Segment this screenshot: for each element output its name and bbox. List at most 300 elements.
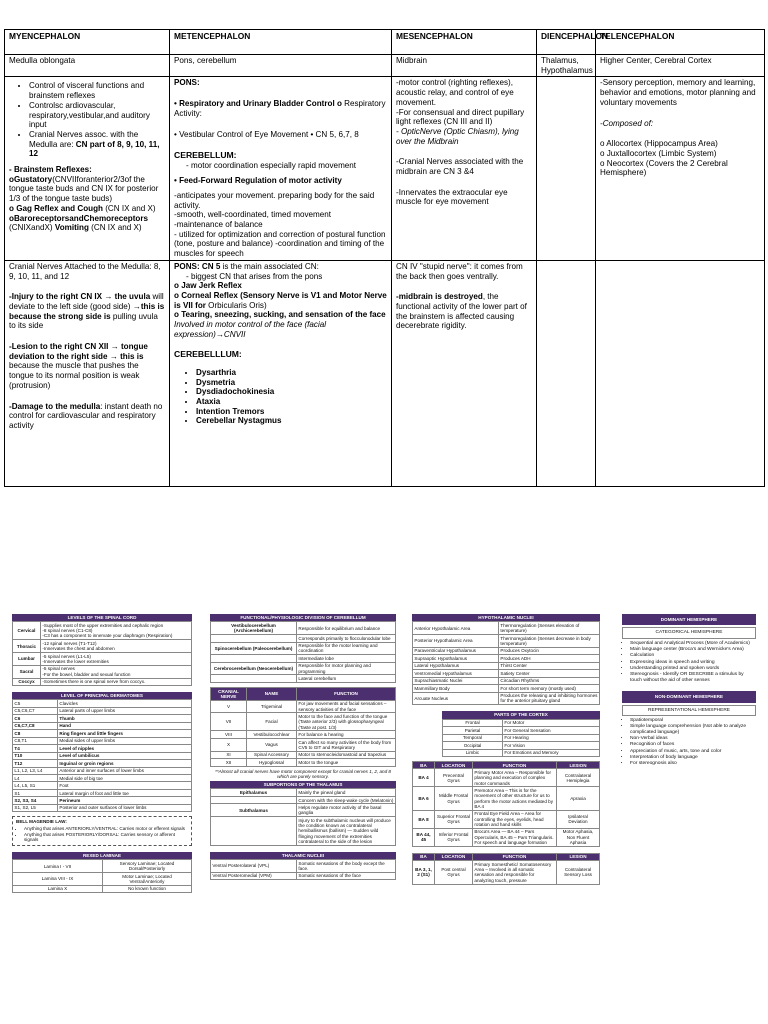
dermatome-row-cell: C6,C7,C8	[13, 722, 58, 729]
midbrain-clinical	[392, 260, 537, 486]
cerebellar-sign: • Ataxia	[196, 397, 387, 407]
dermatome-row-cell: Thumb	[58, 715, 192, 722]
hypothalamic-row-cell: Thermoregulation (Senses decrease in body temperature)	[499, 635, 600, 648]
cortex-part-row-cell: For Hearing	[503, 734, 600, 741]
rexed-table	[12, 859, 192, 893]
hypothalamic-row-cell: Circadian Rhythms	[499, 677, 600, 684]
cerebellum-division-row-cell: Responsible for the motor learning and coordination	[297, 642, 396, 655]
involved-text: Involved in motor control of the face (facial expression)→CNVII	[174, 320, 327, 339]
hypothalamic-row	[413, 662, 600, 669]
hypothalamic-table	[412, 621, 600, 705]
dermatome-row-cell: Ring fingers and little fingers	[58, 730, 192, 737]
brodmann-row-cell: Precentral Gyrus	[435, 769, 473, 787]
brodmann-row-cell: Apraxia	[557, 787, 600, 810]
hemisphere-sheet	[622, 614, 756, 768]
brodmann-row-cell: Contralateral Hemiplegia	[557, 769, 600, 787]
cerebellum-division-row	[211, 622, 396, 635]
brodmann-row-cell: Ipsilateral Deviation	[557, 810, 600, 828]
brodmann-row	[413, 769, 600, 787]
gustatory-text: oGustatory(CNVIIforanterior2/3of the tongue taste buds and CN IX for posterior 1/3 of the tongue taste buds)	[9, 174, 159, 204]
hypothalamic-row-cell: Produces ADH	[499, 655, 600, 662]
metencephalon-functions	[170, 77, 392, 260]
cerebellar-sign: • Dysmetria	[196, 378, 387, 388]
spinal-level-row	[13, 665, 192, 678]
hypothalamic-title: HYPOTHALAMIC NUCLEI	[412, 614, 600, 621]
cerebellum-heading: CEREBELLUM:	[174, 150, 237, 161]
cerebellar-sign: • Dysdiadochokinesia	[196, 387, 387, 397]
cerebellum-division-row-cell	[211, 635, 297, 642]
hypothalamic-row-cell: Ventromedial Hypothalamus	[413, 670, 499, 677]
non-dominant-item: • Recognition of faces	[630, 742, 756, 748]
cerebellum-division-table	[210, 621, 396, 683]
thalamus-subportion-row-cell: Concern with the sleep-wake cycle (Melatonin)	[297, 796, 396, 803]
brodmann-row-cell: Middle Frontal Gyrus	[435, 787, 473, 810]
non-dominant-item: • Simple language comprehension (Not able to analyze complicated language)	[630, 724, 756, 735]
dermatome-row-cell: L4	[13, 775, 58, 782]
telencephalon-clinical	[596, 260, 765, 486]
cortex-part-row-cell: Frontal	[443, 719, 503, 726]
thalamic-nucleus-row	[211, 860, 396, 873]
thalamus-subportion-row-cell: Epithalamus	[211, 789, 297, 796]
thalamus-subportion-row-cell: Mainly the pineal gland	[297, 789, 396, 796]
cranial-nerve-row	[211, 738, 396, 751]
balance-text: -maintenance of balance	[174, 220, 263, 230]
brodmann-sensory-row-cell: BA 3, 1, 2 (S1)	[413, 861, 435, 884]
uvula-text: -Injury to the right CN IX → the uvula will deviate to the left side (good side) →this is because the strong side is pulling uvula to its side	[9, 292, 165, 331]
spinal-level-row-cell: Thoracic	[13, 640, 41, 653]
dermatome-row-cell: T12	[13, 760, 58, 767]
brodmann-row-cell: BA 8	[413, 810, 435, 828]
hypothalamic-row-cell: Anterior Hypothalamic Area	[413, 622, 499, 635]
cerebellum-division-row	[211, 655, 396, 662]
clinical-row	[5, 260, 765, 486]
rexed-row	[13, 885, 192, 892]
feed-forward-heading: • Feed-Forward Regulation of motor activity	[174, 176, 342, 186]
rexed-row-cell: Lamina VIII - IX	[13, 873, 103, 886]
dermatome-row-cell: Level of nipples	[58, 745, 192, 752]
brodmann-row	[413, 810, 600, 828]
brodmann-header-cell: BA	[413, 761, 435, 768]
cerebellum-division-row	[211, 662, 396, 675]
cranial-nerve-table	[210, 687, 396, 767]
dominant-item: • Stereognosis - Identify OR DESCRIBE a stimulus by touch without the aid of other senses	[630, 672, 756, 683]
dermatome-row	[13, 707, 192, 714]
brodmann-sensory-header-cell: LESION	[557, 853, 600, 860]
cerebellum-division-row	[211, 635, 396, 642]
cerebellum-division-row-cell: Corresponds primarily to flocculonodular lobe	[297, 635, 396, 642]
cortex-part-row	[443, 742, 600, 749]
neuro-notes-table	[4, 29, 765, 487]
dominant-list	[622, 641, 756, 683]
hypothalamic-row-cell: Paraventricular Hypothalamus	[413, 647, 499, 654]
telencephalon-para: -Sensory perception, memory and learning, behavior and emotions, motor planning and voluntary movements	[600, 78, 756, 107]
cranial-nerve-row-cell: For balance & hearing	[297, 731, 396, 738]
midbrain-para: -Cranial Nerves associated with the midbrain are CN 3 &4	[396, 157, 524, 177]
rexed-row-cell: Sensory Laminae; Located Dorsal/Posteriorly	[103, 860, 192, 873]
vestibular-text: • Vestibular Control of Eye Movement • CN 5, 6,7, 8	[174, 129, 359, 139]
brodmann-row-cell: BA 44, 45	[413, 828, 435, 846]
spinal-level-row-cell: -Supplies most of the upper extremities and cephalic region -8 spinal nerves (C1-C8) -C3 has a component to innervate your diaphragm (Respiration)	[41, 622, 192, 640]
dermatome-row	[13, 715, 192, 722]
thalamic-nucleus-row-cell: Somatic sensations of the face	[297, 872, 396, 879]
hypothalamic-row-cell: Posterior Hypothalamic Area	[413, 635, 499, 648]
spinal-level-row-cell: Sacral	[13, 665, 41, 678]
hypothalamic-row	[413, 655, 600, 662]
hypothalamic-row	[413, 635, 600, 648]
cortex-part-row	[443, 734, 600, 741]
cerebellar-sign: • Dysarthria	[196, 368, 387, 378]
cortex-part-row-cell: Parietal	[443, 727, 503, 734]
dermatome-row-cell: Lateral margin of foot and little toe	[58, 789, 192, 796]
header-row	[5, 30, 765, 55]
dermatome-row	[13, 737, 192, 744]
cranial-nerve-row-cell: X	[211, 738, 247, 751]
cranial-nerve-row-cell: Facial	[247, 713, 297, 731]
cranial-nerve-row-cell: VII	[211, 713, 247, 731]
bell-magendie-item: • Anything that arises POSTERIORLY/DORSAL: Carries sensory or afferent signals	[24, 832, 188, 843]
thalamus-subportion-row-cell	[211, 817, 297, 846]
thalamus-subportion-row	[211, 804, 396, 817]
brodmann-row-cell: Superior Frontal Gyrus	[435, 810, 473, 828]
rexed-row-cell: Lamina X	[13, 885, 103, 892]
respiratory-text: • Respiratory and Urinary Bladder Control o Respiratory Activity:	[174, 99, 386, 118]
header-telencephalon: TELENCEPHALON	[596, 30, 765, 55]
hypothalamic-row-cell: Mammillary Body	[413, 685, 499, 692]
cortex-sheet	[412, 614, 600, 885]
cranial-nerve-row-cell: VIII	[211, 731, 247, 738]
header-metencephalon: METENCEPHALON	[170, 30, 392, 55]
cranial-nerve-row-cell: V	[211, 700, 247, 713]
cranial-nerve-row	[211, 759, 396, 766]
structure-pons: Pons, cerebellum	[170, 55, 392, 77]
cranial-nerve-row-cell: Trigeminal	[247, 700, 297, 713]
brodmann-sensory-row-cell: Post central Gyrus	[435, 861, 473, 884]
dermatome-row-cell: Medial sides of upper limbs	[58, 737, 192, 744]
dermatome-row-cell: S1, S2, L5	[13, 804, 58, 811]
cortex-part-row-cell: Temporal	[443, 734, 503, 741]
dermatome-row-cell: Perineum	[58, 797, 192, 804]
dermatome-row-cell: C8	[13, 730, 58, 737]
cortex-part-row-cell: For Motor	[503, 719, 600, 726]
tongue-text: -Lesion to the right CN XII → tongue deviation to the right side → this is because the muscle that pushes the tongue to its normal position is weak (protrusion)	[9, 342, 148, 390]
brodmann-sensory-header-cell: FUNCTION	[473, 853, 557, 860]
telencephalon-functions	[596, 77, 765, 260]
structure-thalamus: Thalamus, Hypothalamus	[537, 55, 596, 77]
spinal-level-row-cell: Coccyx	[13, 678, 41, 685]
brodmann-row-cell: BA 4	[413, 769, 435, 787]
spinal-level-row	[13, 622, 192, 640]
thalamic-nucleus-row-cell: Ventral Posterolateral (VPL)	[211, 860, 297, 873]
dermatome-row-cell: T4	[13, 745, 58, 752]
hypothalamic-row	[413, 677, 600, 684]
dermatome-row	[13, 767, 192, 774]
brodmann-sensory-header-cell: BA	[413, 853, 435, 860]
medulla-bullet: • Cranial Nerves assoc. with the Medulla are: CN part of 8, 9, 10, 11, 12	[29, 130, 165, 159]
structure-medulla: Medulla oblongata	[5, 55, 170, 77]
thalamus-subportion-row-cell: Subthalamus	[211, 804, 297, 817]
cerebellum-division-row-cell: Responsible for equilibrium and balance	[297, 622, 396, 635]
dermatome-row-cell: Posterior and outer surfaces of lower limbs	[58, 804, 192, 811]
header-myelencephalon: MYENCEPHALON	[5, 30, 170, 55]
hypothalamic-row	[413, 670, 600, 677]
medulla-damage-text: -Damage to the medulla: instant death no control for cardiovascular and respiratory activity	[9, 401, 163, 430]
dominant-subtitle: CATEGORICAL HEMISPHERE	[622, 627, 756, 639]
anticipates-text: -anticipates your movement. preparing body for the said activity.	[174, 190, 375, 210]
dermatome-row	[13, 700, 192, 707]
midbrain-para: - OpticNerve (Optic Chiasm), lying over the Midbrain	[396, 126, 519, 146]
cerebellum-division-row-cell: Vestibulocerebellum (Archicerebellum)	[211, 622, 297, 635]
hypothalamic-row	[413, 622, 600, 635]
thalamus-subportion-row-cell: Helps regulate motor activity of the basal ganglia	[297, 804, 396, 817]
biggest-cn: - biggest CN that arises from the pons	[186, 272, 387, 282]
cranial-nerve-row-cell: Can affect so many activities of the body from CV5 to GIT and Respiratory	[297, 738, 396, 751]
spinal-levels-table	[12, 621, 192, 686]
hypothalamic-row-cell: Thirst Center	[499, 662, 600, 669]
cn4-text: CN IV "stupid nerve": it comes from the back then goes ventrally.	[396, 261, 523, 281]
non-dominant-title: NON-DOMINANT HEMISPHERE	[622, 691, 756, 702]
thalamic-nuclei-title: THALAMIC NUCLEI	[210, 852, 396, 859]
cerebellum-division-row	[211, 675, 396, 682]
dermatome-row-cell: T10	[13, 752, 58, 759]
spinal-level-row-cell: Lumbar	[13, 653, 41, 666]
cranial-nerve-row-cell: Vagus	[247, 738, 297, 751]
dermatome-row	[13, 760, 192, 767]
cortex-part-row-cell: Limbic	[443, 749, 503, 756]
cn-attached-text: Cranial Nerves Attached to the Medulla: 8, 9, 10, 11, and 12	[9, 261, 161, 281]
medulla-bullet: • Controlsc ardiovascular, respiratory,vestibular,and auditory input	[29, 101, 165, 130]
dermatome-row-cell: L1, L2, L3, L4	[13, 767, 58, 774]
cerebellum-division-row-cell: Spinocerebellum (Paleocerebellum)	[211, 642, 297, 655]
pons-cn5-text: PONS: CN 5 is the main associated CN:	[174, 261, 319, 271]
dermatome-row	[13, 797, 192, 804]
midbrain-functions	[392, 77, 537, 260]
medulla-bullet: • Control of visceral functions and brainstem reflexes	[29, 81, 165, 100]
dermatome-row-cell: C5,C6,C7	[13, 707, 58, 714]
brodmann-row	[413, 787, 600, 810]
cortex-part-row-cell: For Vision	[503, 742, 600, 749]
rexed-title: REXED LAMINAE	[12, 852, 192, 859]
header-diencephalon: DIENCEPHALON	[537, 30, 596, 55]
thalamic-nuclei-table	[210, 859, 396, 880]
cranial-nerve-row	[211, 751, 396, 758]
thalamus-subportions-table	[210, 788, 396, 845]
midbrain-destroyed-text: -midbrain is destroyed, the functional activity of the lower part of the brainstem is affected causing decerebrate rigidity.	[396, 292, 527, 331]
spinal-level-row-cell: -Sometimes there is one spinal nerve from coccyx.	[41, 678, 192, 685]
non-dominant-item: • For stereognosis also	[630, 761, 756, 767]
brodmann-row-cell: Broca's Area — BA 44 – Pars Opercularis, BA 45 – Pars Triangularis. For speech and language formation	[473, 828, 557, 846]
pons-heading: PONS:	[174, 78, 200, 88]
midbrain-para: -Innervates the extraocular eye muscle for eye movement	[396, 187, 508, 207]
brodmann-header-cell: LESION	[557, 761, 600, 768]
dominant-item: • Calculation	[630, 653, 756, 659]
cranial-nerve-row-cell: Hypoglossal	[247, 759, 297, 766]
brodmann-header-cell: LOCATION	[435, 761, 473, 768]
brodmann-row	[413, 828, 600, 846]
brodmann-header-cell: FUNCTION	[473, 761, 557, 768]
brodmann-row-cell: BA 6	[413, 787, 435, 810]
brodmann-sensory-row	[413, 861, 600, 884]
cerebellum-division-row-cell: Lateral cerebellum	[297, 675, 396, 682]
cranial-nerve-row-cell: XII	[211, 759, 247, 766]
cerebellar-sign: • Intention Tremors	[196, 407, 387, 417]
cerebellar-sign: • Cerebellar Nystagmus	[196, 416, 387, 426]
dermatome-row	[13, 730, 192, 737]
neocortex: o Neocortex (Covers the 2 Cerebral Hemisphere)	[600, 158, 728, 178]
dermatome-row-cell: Hand	[58, 722, 192, 729]
bell-magendie-box	[12, 816, 192, 846]
hypothalamic-row	[413, 685, 600, 692]
bell-magendie-title: BELL MAGENDIE LAW:	[16, 819, 67, 825]
medulla-functions	[5, 77, 170, 260]
dermatome-row-cell: Anterior and inner surfaces of lower limbs	[58, 767, 192, 774]
brodmann-sensory-row-cell: Contralateral Sensory Loss	[557, 861, 600, 884]
juxtallocortex: o Juxtallocortex (Limbic System)	[600, 148, 717, 158]
spinal-level-row-cell: Cervical	[13, 622, 41, 640]
brodmann-header	[413, 761, 600, 768]
cortex-part-row-cell: For General Sensation	[503, 727, 600, 734]
non-dominant-item: • Interpretation of body language	[630, 755, 756, 761]
dermatome-row-cell: Foot	[58, 782, 192, 789]
dermatome-row	[13, 782, 192, 789]
cranial-nerve-row-cell: Motor to sternocleidomastoid and trapezius	[297, 751, 396, 758]
brodmann-sensory-row-cell: Primary Somesthetic/ Somatosensory Area – Involved in all somatic sensation and responsible for analyzing touch, pressure	[473, 861, 557, 884]
thalamus-subportion-row-cell	[211, 796, 297, 803]
non-dominant-item: • Appreciation of music, arts, tone and color	[630, 749, 756, 755]
allocortex: o Allocortex (Hippocampus Area)	[600, 139, 718, 149]
cranial-nerve-row-cell: Motor to the face and function of the tongue (Taste anterior 2/3) with glossopharyngeal (Taste at post. 1/3)	[297, 713, 396, 731]
thalamus-subportion-row-cell: Injury to the subthalamic nucleus will produce the condition known as contralateral hemiballismus (ballism) — Sudden wild flinging movement of the extremities contralateral to the side of the lesion	[297, 817, 396, 846]
brodmann-row-cell: Premotor Area – This is for the movement of other structure for us to perform the motor actions mediated by BA 4	[473, 787, 557, 810]
dominant-title: DOMINANT HEMISPHERE	[622, 614, 756, 625]
cerebellum-division-row-cell: Cerebrocerebellum (Neocerebellum)	[211, 662, 297, 675]
hypothalamic-row-cell: Suprachiasmatic Nuclei	[413, 677, 499, 684]
cranial-nerve-note: **Almost all cranial nerves have motor component except for cranial nerves 1, 2, and 8 which are purely sensory.	[215, 768, 391, 779]
dermatome-row	[13, 775, 192, 782]
cranial-nerve-row-cell: XI	[211, 751, 247, 758]
dermatome-row	[13, 722, 192, 729]
cerebellum-division-row-cell	[211, 675, 297, 682]
brodmann-table	[412, 761, 600, 847]
header-mesencephalon: MESENCEPHALON	[392, 30, 537, 55]
hypothalamic-row	[413, 647, 600, 654]
cerebellum-division-row	[211, 642, 396, 655]
dermatome-row-cell: Inguinal or groin regions	[58, 760, 192, 767]
bell-magendie-item: • Anything that arises ANTERIORLY/VENTRAL: Carries motor or efferent signals	[24, 826, 188, 831]
rexed-row	[13, 860, 192, 873]
cranial-nerve-row-cell: Spinal Accessory	[247, 751, 297, 758]
dermatome-row-cell: Level of umbilicus	[58, 752, 192, 759]
non-dominant-subtitle: REPRESENTATIONAL HEMISPHERE	[622, 705, 756, 717]
cranial-nerve-row	[211, 713, 396, 731]
utilized-text: - utilized for optimization and correction of postural function (tone, posture and balance) -coordination and timing of the muscles for speech	[174, 229, 386, 259]
dominant-item: • Sequential and Analytical Process (More of Academics)	[630, 641, 756, 647]
cerebellum-division-row-cell: Intermediate lobe	[297, 655, 396, 662]
brodmann-sensory-header	[413, 853, 600, 860]
brodmann-row-cell: Motor Aphasia, Non Fluent Aphasia	[557, 828, 600, 846]
thalamus-subportions-title: SUBPORTIONS OF THE THALAMUS	[210, 781, 396, 788]
cerebellum-division-row-cell: Responsible for motor planning and programming	[297, 662, 396, 675]
hypothalamic-row-cell: Produces Oxytocin	[499, 647, 600, 654]
cranial-nerve-header	[211, 687, 396, 700]
cortex-part-row-cell: Occipital	[443, 742, 503, 749]
cranial-nerve-row-cell: Motor to the tongue	[297, 759, 396, 766]
cortex-part-row	[443, 749, 600, 756]
cortex-parts-table	[442, 719, 600, 757]
cortex-parts-title: PARTS OF THE CORTEX	[442, 711, 600, 718]
hypothalamic-row-cell: Satiety Center	[499, 670, 600, 677]
spinal-level-row	[13, 640, 192, 653]
dermatome-row-cell: Clavicles	[58, 700, 192, 707]
cortex-part-row-cell: For Emotions and Memory	[503, 749, 600, 756]
dermatome-row-cell: S1	[13, 789, 58, 796]
brodmann-row-cell: Primary Motor Area – Responsible for planning and execution of complex motor commands	[473, 769, 557, 787]
motor-coordination: - motor coordination especially rapid movement	[186, 161, 387, 171]
composed-of: -Composed of:	[600, 118, 654, 128]
structure-midbrain: Midbrain	[392, 55, 537, 77]
corneal-reflex: o Corneal Reflex (Sensory Nerve is V1 and Motor Nerve is VII for Orbicularis Oris)	[174, 290, 387, 310]
hypothalamic-row-cell: Lateral Hypothalamus	[413, 662, 499, 669]
spinal-level-row	[13, 653, 192, 666]
cerebellum-sheet	[210, 614, 396, 880]
spinal-level-row	[13, 678, 192, 685]
thalamus-subportion-row	[211, 796, 396, 803]
midbrain-para: -For consensual and direct pupillary light reflexes (CN III and II)	[396, 107, 525, 127]
cranial-nerve-row	[211, 731, 396, 738]
diencephalon-functions	[537, 77, 596, 260]
cranial-nerve-row	[211, 700, 396, 713]
dominant-item: • Main language center (Broca's and Wernicke's Area)	[630, 647, 756, 653]
hypothalamic-row-cell: Arcuate Nucleus	[413, 692, 499, 705]
cortex-part-row	[443, 719, 600, 726]
function-row	[5, 77, 765, 260]
cerebellar-signs-list	[174, 368, 387, 426]
non-dominant-item: • Spatiotemporal	[630, 718, 756, 724]
non-dominant-list	[622, 718, 756, 767]
dermatome-row	[13, 752, 192, 759]
spinal-level-row-cell: -5 spinal nerves (L1-L5) -Innervates the lower extremities	[41, 653, 192, 666]
cerebellum-signs-heading: CEREBELLLUM:	[174, 349, 242, 360]
hypothalamic-row-cell: For short term memory (mostly used)	[499, 685, 600, 692]
dermatome-row-cell: Medial side of big toe	[58, 775, 192, 782]
rexed-row-cell: Motor Laminae; Located Ventral/Anteriorly	[103, 873, 192, 886]
smooth-text: -smooth, well-coordinated, timed movement	[174, 210, 331, 220]
thalamic-nucleus-row-cell: Somatic sensations of the body except the face.	[297, 860, 396, 873]
dermatome-row-cell: C5	[13, 700, 58, 707]
dermatome-row	[13, 789, 192, 796]
medulla-clinical	[5, 260, 170, 486]
non-dominant-item: • Non-Verbal ideas	[630, 736, 756, 742]
hypothalamic-row-cell: Supraoptic Hypothalamus	[413, 655, 499, 662]
structure-row	[5, 55, 765, 77]
dermatome-row-cell: L4, L5, S1	[13, 782, 58, 789]
dermatome-row	[13, 745, 192, 752]
cerebellum-division-row-cell	[211, 655, 297, 662]
spinal-cord-sheet	[12, 614, 192, 893]
rexed-row-cell: Lamina I - VII	[13, 860, 103, 873]
cranial-nerve-header-cell: CRANIAL NERVE	[211, 687, 247, 700]
spinal-level-row-cell: -5 spinal nerves -For the bowel, bladder and sexual function	[41, 665, 192, 678]
cranial-nerve-header-cell: NAME	[247, 687, 297, 700]
cranial-nerve-header-cell: FUNCTION	[297, 687, 396, 700]
brodmann-sensory-header-cell: LOCATION	[435, 853, 473, 860]
dermatomes-table	[12, 699, 192, 812]
pons-clinical	[170, 260, 392, 486]
cerebellum-division-title: FUNCTIONAL/PHYSIOLOGIC DIVISION OF CEREBELLUM	[210, 614, 396, 621]
rexed-row-cell: No known function	[103, 885, 192, 892]
thalamic-nucleus-row	[211, 872, 396, 879]
brodmann-row-cell: Inferior Frontal Gyrus	[435, 828, 473, 846]
thalamus-subportion-row	[211, 789, 396, 796]
